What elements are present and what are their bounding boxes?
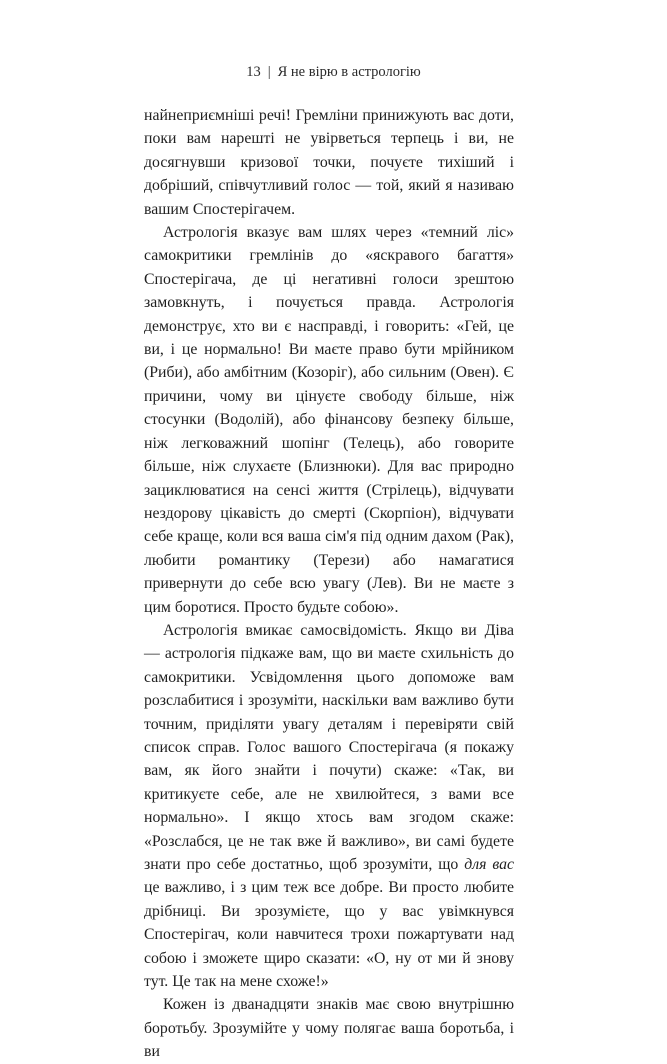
chapter-title: Я не вірю в астрологію — [277, 64, 421, 80]
paragraph-2 — [144, 221, 514, 619]
paragraph-4 — [144, 993, 514, 1063]
body-text — [144, 104, 514, 1064]
header-separator: | — [267, 64, 271, 80]
running-header — [0, 64, 667, 81]
paragraph-3 — [144, 619, 514, 994]
text-run: Кожен із дванадцяти знаків має свою внутрішню боротьбу. Зрозумійте у чому полягає ваша боротьба, і ви — [144, 996, 514, 1061]
page-number: 13 — [246, 64, 261, 80]
paragraph-1 — [144, 104, 514, 221]
text-run: це важливо, і з цим теж все добре. Ви просто любите дрібниці. Ви зрозумієте, що у вас увімкнувся Спостерігач, коли навчитеся трохи пожартувати над собою і зможете щиро сказати: «О, ну от ми й знову тут. Це так на мене схоже!» — [144, 879, 514, 991]
text-run: найнеприємніші речі! Гремліни принижують вас доти, поки вам нарешті не увірветься терпець і ви, не досягнувши кризової точки, почуєте тихіший і добріший, співчутливий голос — той, який я називаю вашим Спостерігачем. — [144, 107, 514, 218]
emphasis-text: для вас — [464, 856, 514, 873]
text-run: Астрологія вмикає самосвідомість. Якщо ви Діва — астрологія підкаже вам, що ви маєте схильність до самокритики. Усвідомлення цього допоможе вам розслабитися і зрозуміти, наскільки вам важливо бути точним, приділяти увагу деталям і перевіряти свій список справ. Голос вашого Спостерігача (я покажу вам, як його знайти і почути) скаже: «Так, ви критикуєте себе, але не хвилюйтеся, з вами все нормально». І якщо хтось вам згодом скаже: «Розслабся, це не так вже й важливо», ви самі будете знати про себе достатньо, щоб зрозуміти, що — [144, 621, 514, 873]
text-run: Астрологія вказує вам шлях через «темний ліс» самокритики гремлінів до «яскравого багаття» Спостерігача, де ці негативні голоси зрештою замовкнуть, і почується правда. Астрологія демонструє, хто ви є насправді, і говорить: «Гей, це ви, і це нормально! Ви маєте право бути мрійником (Риби), або амбітним (Козоріг), або сильним (Овен). Є причини, чому ви цінуєте свободу більше, ніж стосунки (Водолій), або фінансову безпеку більше, ніж легковажний шопінг (Телець), або говорите більше, ніж слухаєте (Близнюки). Для вас природно зациклюватися на сенсі життя (Стрілець), відчувати нездорову цікавість до смерті (Скорпіон), відчувати себе краще, коли вся ваша сім'я під одним дахом (Рак), любити романтику (Терези) або намагатися привернути до себе всю увагу (Лев). Ви не маєте з цим боротися. Просто будьте собою». — [144, 224, 514, 616]
